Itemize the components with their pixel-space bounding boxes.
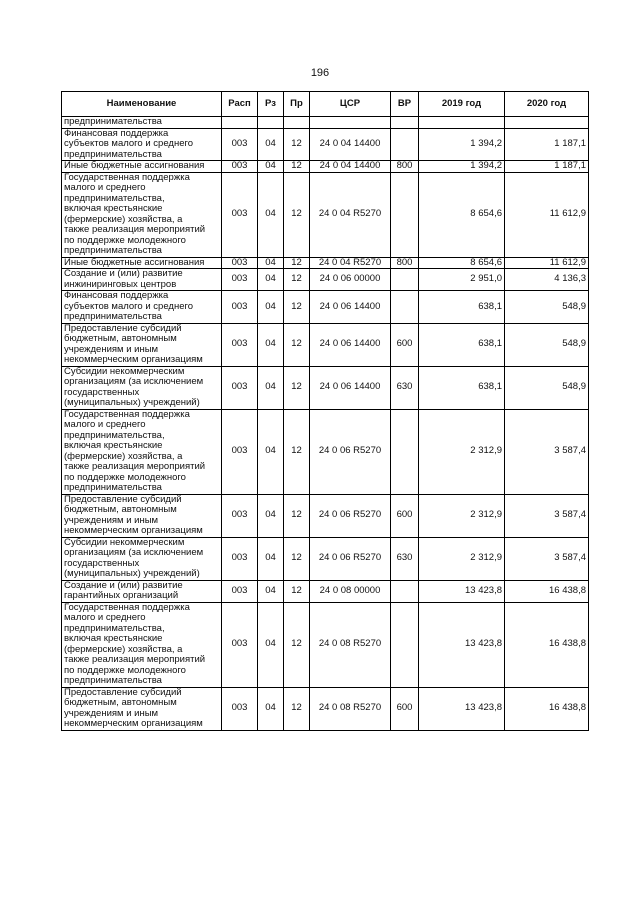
row-name: Предоставление субсидий бюджетным, автономным учреждениям и иным некоммерческим организациям <box>62 323 222 366</box>
budget-table <box>61 91 589 731</box>
row-vr <box>391 172 419 257</box>
row-csr: 24 0 04 14400 <box>310 128 391 161</box>
row-2020: 548,9 <box>505 323 589 366</box>
row-rz: 04 <box>258 602 284 687</box>
row-vr <box>391 409 419 494</box>
row-csr: 24 0 06 R5270 <box>310 494 391 537</box>
header-rasp: Расп <box>222 92 258 117</box>
row-2020: 4 136,3 <box>505 269 589 291</box>
table-row <box>62 323 589 366</box>
row-name: Финансовая поддержка субъектов малого и среднего предпринимательства <box>62 128 222 161</box>
row-2020: 16 438,8 <box>505 687 589 730</box>
row-csr: 24 0 08 00000 <box>310 580 391 602</box>
row-rasp: 003 <box>222 269 258 291</box>
row-rz <box>258 117 284 129</box>
row-2019 <box>419 117 505 129</box>
row-2019: 2 312,9 <box>419 494 505 537</box>
row-name: Государственная поддержка малого и среднего предпринимательства, включая крестьянские (фермерские) хозяйства, а также реализация мероприятий по поддержке молодежного предпринимательства <box>62 172 222 257</box>
row-name: Финансовая поддержка субъектов малого и среднего предпринимательства <box>62 291 222 324</box>
row-2020: 548,9 <box>505 366 589 409</box>
row-rz: 04 <box>258 161 284 173</box>
row-vr <box>391 269 419 291</box>
row-2019: 2 312,9 <box>419 537 505 580</box>
row-2019: 638,1 <box>419 291 505 324</box>
row-2020 <box>505 117 589 129</box>
row-csr: 24 0 04 R5270 <box>310 257 391 269</box>
row-rasp: 003 <box>222 257 258 269</box>
row-csr: 24 0 06 R5270 <box>310 537 391 580</box>
row-rz: 04 <box>258 687 284 730</box>
row-pr: 12 <box>284 602 310 687</box>
header-csr: ЦСР <box>310 92 391 117</box>
row-csr: 24 0 06 14400 <box>310 323 391 366</box>
row-2020: 1 187,1 <box>505 161 589 173</box>
row-vr: 800 <box>391 161 419 173</box>
row-pr: 12 <box>284 257 310 269</box>
row-csr: 24 0 06 14400 <box>310 366 391 409</box>
row-2019: 638,1 <box>419 366 505 409</box>
table-row <box>62 494 589 537</box>
row-vr: 600 <box>391 494 419 537</box>
row-rz: 04 <box>258 580 284 602</box>
row-name: Субсидии некоммерческим организациям (за исключением государственных (муниципальных) учреждений) <box>62 366 222 409</box>
row-pr: 12 <box>284 323 310 366</box>
row-vr <box>391 291 419 324</box>
row-vr: 630 <box>391 537 419 580</box>
table-row <box>62 580 589 602</box>
row-2020: 3 587,4 <box>505 494 589 537</box>
row-name: Субсидии некоммерческим организациям (за исключением государственных (муниципальных) учреждений) <box>62 537 222 580</box>
row-rasp: 003 <box>222 323 258 366</box>
row-rasp: 003 <box>222 409 258 494</box>
row-2020: 1 187,1 <box>505 128 589 161</box>
row-pr: 12 <box>284 128 310 161</box>
table-row <box>62 409 589 494</box>
row-vr <box>391 117 419 129</box>
row-pr: 12 <box>284 409 310 494</box>
header-2019: 2019 год <box>419 92 505 117</box>
row-name: Государственная поддержка малого и среднего предпринимательства, включая крестьянские (фермерские) хозяйства, а также реализация мероприятий по поддержке молодежного предпринимательства <box>62 602 222 687</box>
row-pr: 12 <box>284 366 310 409</box>
row-2020: 11 612,9 <box>505 172 589 257</box>
row-vr <box>391 580 419 602</box>
table-row <box>62 117 589 129</box>
row-rasp: 003 <box>222 537 258 580</box>
row-rz: 04 <box>258 291 284 324</box>
row-rasp <box>222 117 258 129</box>
table-row <box>62 172 589 257</box>
table-row <box>62 366 589 409</box>
table-row <box>62 269 589 291</box>
row-2020: 3 587,4 <box>505 409 589 494</box>
row-vr: 600 <box>391 687 419 730</box>
header-row <box>62 92 589 117</box>
table-row <box>62 602 589 687</box>
row-rz: 04 <box>258 257 284 269</box>
table-row <box>62 537 589 580</box>
row-name: Государственная поддержка малого и среднего предпринимательства, включая крестьянские (фермерские) хозяйства, а также реализация мероприятий по поддержке молодежного предпринимательства <box>62 409 222 494</box>
row-name: Предоставление субсидий бюджетным, автономным учреждениям и иным некоммерческим организациям <box>62 494 222 537</box>
row-csr: 24 0 06 R5270 <box>310 409 391 494</box>
row-rz: 04 <box>258 366 284 409</box>
row-vr <box>391 128 419 161</box>
row-rasp: 003 <box>222 128 258 161</box>
row-2019: 13 423,8 <box>419 602 505 687</box>
row-pr: 12 <box>284 687 310 730</box>
header-vr: ВР <box>391 92 419 117</box>
header-2020: 2020 год <box>505 92 589 117</box>
row-rz: 04 <box>258 323 284 366</box>
row-rasp: 003 <box>222 172 258 257</box>
row-2019: 1 394,2 <box>419 128 505 161</box>
row-csr: 24 0 06 00000 <box>310 269 391 291</box>
row-pr: 12 <box>284 580 310 602</box>
row-pr: 12 <box>284 291 310 324</box>
row-2019: 2 312,9 <box>419 409 505 494</box>
row-2020: 11 612,9 <box>505 257 589 269</box>
table-row <box>62 128 589 161</box>
row-pr: 12 <box>284 494 310 537</box>
row-vr: 800 <box>391 257 419 269</box>
row-csr: 24 0 04 14400 <box>310 161 391 173</box>
row-2019: 8 654,6 <box>419 257 505 269</box>
row-csr <box>310 117 391 129</box>
row-pr: 12 <box>284 537 310 580</box>
table-row <box>62 257 589 269</box>
header-name: Наименование <box>62 92 222 117</box>
row-csr: 24 0 08 R5270 <box>310 687 391 730</box>
row-rz: 04 <box>258 128 284 161</box>
row-csr: 24 0 04 R5270 <box>310 172 391 257</box>
row-rasp: 003 <box>222 602 258 687</box>
row-rz: 04 <box>258 494 284 537</box>
row-vr <box>391 602 419 687</box>
row-2020: 16 438,8 <box>505 602 589 687</box>
row-2019: 1 394,2 <box>419 161 505 173</box>
row-name: Создание и (или) развитие инжиниринговых центров <box>62 269 222 291</box>
row-rz: 04 <box>258 172 284 257</box>
table-row <box>62 291 589 324</box>
row-rasp: 003 <box>222 580 258 602</box>
row-name: Иные бюджетные ассигнования <box>62 161 222 173</box>
row-pr: 12 <box>284 172 310 257</box>
row-2020: 3 587,4 <box>505 537 589 580</box>
row-rasp: 003 <box>222 687 258 730</box>
row-rasp: 003 <box>222 291 258 324</box>
row-name: Создание и (или) развитие гарантийных организаций <box>62 580 222 602</box>
header-pr: Пр <box>284 92 310 117</box>
row-rz: 04 <box>258 537 284 580</box>
page-number: 196 <box>310 67 330 79</box>
row-2020: 548,9 <box>505 291 589 324</box>
table-row <box>62 687 589 730</box>
row-csr: 24 0 06 14400 <box>310 291 391 324</box>
row-name: предпринимательства <box>62 117 222 129</box>
row-vr: 630 <box>391 366 419 409</box>
row-pr: 12 <box>284 269 310 291</box>
row-2019: 638,1 <box>419 323 505 366</box>
row-vr: 600 <box>391 323 419 366</box>
row-2020: 16 438,8 <box>505 580 589 602</box>
row-rz: 04 <box>258 409 284 494</box>
row-rasp: 003 <box>222 494 258 537</box>
table-row <box>62 161 589 173</box>
header-rz: Рз <box>258 92 284 117</box>
row-2019: 2 951,0 <box>419 269 505 291</box>
row-rasp: 003 <box>222 161 258 173</box>
table-body <box>62 117 589 731</box>
row-pr <box>284 117 310 129</box>
row-pr: 12 <box>284 161 310 173</box>
row-rasp: 003 <box>222 366 258 409</box>
row-name: Предоставление субсидий бюджетным, автономным учреждениям и иным некоммерческим организациям <box>62 687 222 730</box>
row-csr: 24 0 08 R5270 <box>310 602 391 687</box>
row-2019: 8 654,6 <box>419 172 505 257</box>
row-2019: 13 423,8 <box>419 687 505 730</box>
row-name: Иные бюджетные ассигнования <box>62 257 222 269</box>
row-rz: 04 <box>258 269 284 291</box>
row-2019: 13 423,8 <box>419 580 505 602</box>
